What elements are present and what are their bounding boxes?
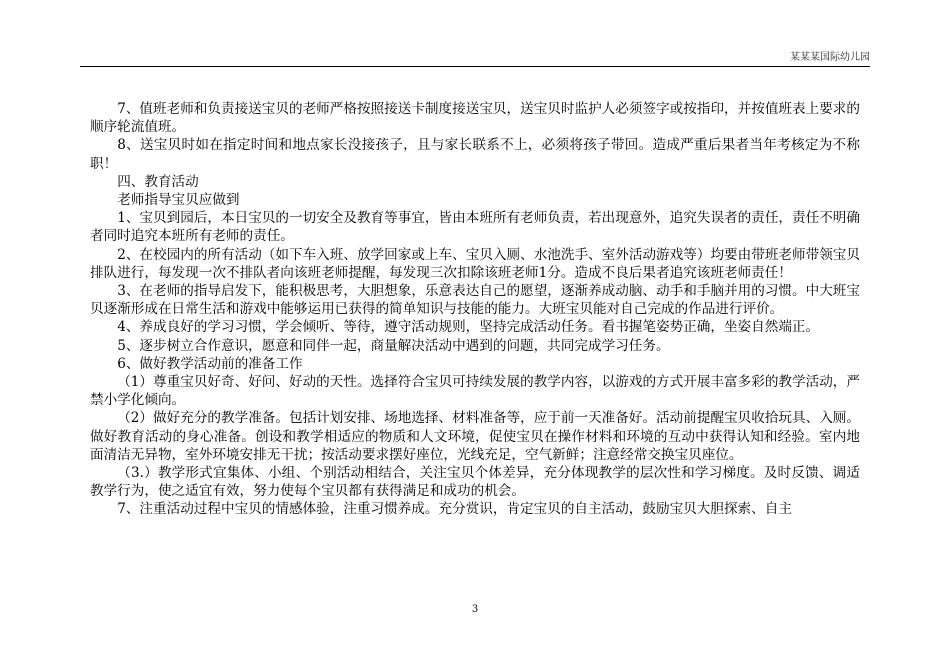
page-number: 3 <box>471 604 479 615</box>
paragraph: 8、送宝贝时如在指定时间和地点家长没接孩子，且与家长联系不上，必须将孩子带回。造成严重后果者当年考核定为不称职！ <box>90 137 860 172</box>
paragraph: 5、逐步树立合作意识，愿意和同伴一起，商量解决活动中遇到的问题，共同完成学习任务。 <box>117 337 670 354</box>
section-heading: 四、教育活动 <box>117 173 199 190</box>
paragraph: （2）做好充分的教学准备。包括计划安排、场地选择、材料准备等，应于前一天准备好。活动前提醒宝贝收拾玩具、入厕。做好教育活动的身心准备。创设和教学相适应的物质和人文环境，促使宝贝在操作材料和环境的互动中获得认知和经验。室内地面清洁无异物，室外环境安排无干扰；按活动要求摆好座位，光线充足，空气新鲜；注意经常交换宝贝座位。 <box>90 410 860 463</box>
paragraph: 7、注重活动过程中宝贝的情感体验，注重习惯养成。充分赏识，肯定宝贝的自主活动，鼓励宝贝大胆探索、自主 <box>117 501 792 518</box>
paragraph: 7、值班老师和负责接送宝贝的老师严格按照接送卡制度接送宝贝，送宝贝时监护人必须签字或按指印，并按值班表上要求的顺序轮流值班。 <box>90 101 860 136</box>
paragraph: 6、做好教学活动前的准备工作 <box>117 355 303 372</box>
sub-heading: 老师指导宝贝应做到 <box>117 192 240 209</box>
paragraph: （3.）教学形式宜集体、小组、个别活动相结合，关注宝贝个体差异，充分体现教学的层次性和学习梯度。及时反馈、调适教学行为，使之适宜有效，努力使每个宝贝都有获得满足和成功的机会。 <box>90 465 860 500</box>
paragraph: （1）尊重宝贝好奇、好问、好动的天性。选择符合宝贝可持续发展的教学内容，以游戏的方式开展丰富多彩的教学活动，严禁小学化倾向。 <box>90 374 860 409</box>
paragraph: 4、养成良好的学习习惯，学会倾听、等待，遵守活动规则，坚持完成活动任务。看书握笔姿势正确，坐姿自然端正。 <box>117 319 820 336</box>
document-body <box>90 100 860 519</box>
paragraph: 3、在老师的指导启发下，能积极思考，大胆想象，乐意表达自己的愿望，逐渐养成动脑、动手和手脑并用的习惯。中大班宝贝逐渐形成在日常生活和游戏中能够运用已获得的简单知识与技能的能力。大班宝贝能对自己完成的作品进行评价。 <box>90 283 860 318</box>
header-divider <box>80 66 870 67</box>
paragraph: 2、在校园内的所有活动（如下车入班、放学回家或上车、宝贝入厕、水池洗手、室外活动游戏等）均要由带班老师带领宝贝排队进行，每发现一次不排队者向该班老师提醒，每发现三次扣除该班老师1分。造成不良后果者追究该班老师责任！ <box>90 246 860 281</box>
page-header-org-name: 某某某国际幼儿园 <box>790 52 870 63</box>
paragraph: 1、宝贝到园后，本日宝贝的一切安全及教育等事宜，皆由本班所有老师负责，若出现意外，追究失误者的责任，责任不明确者同时追究本班所有老师的责任。 <box>90 210 860 245</box>
